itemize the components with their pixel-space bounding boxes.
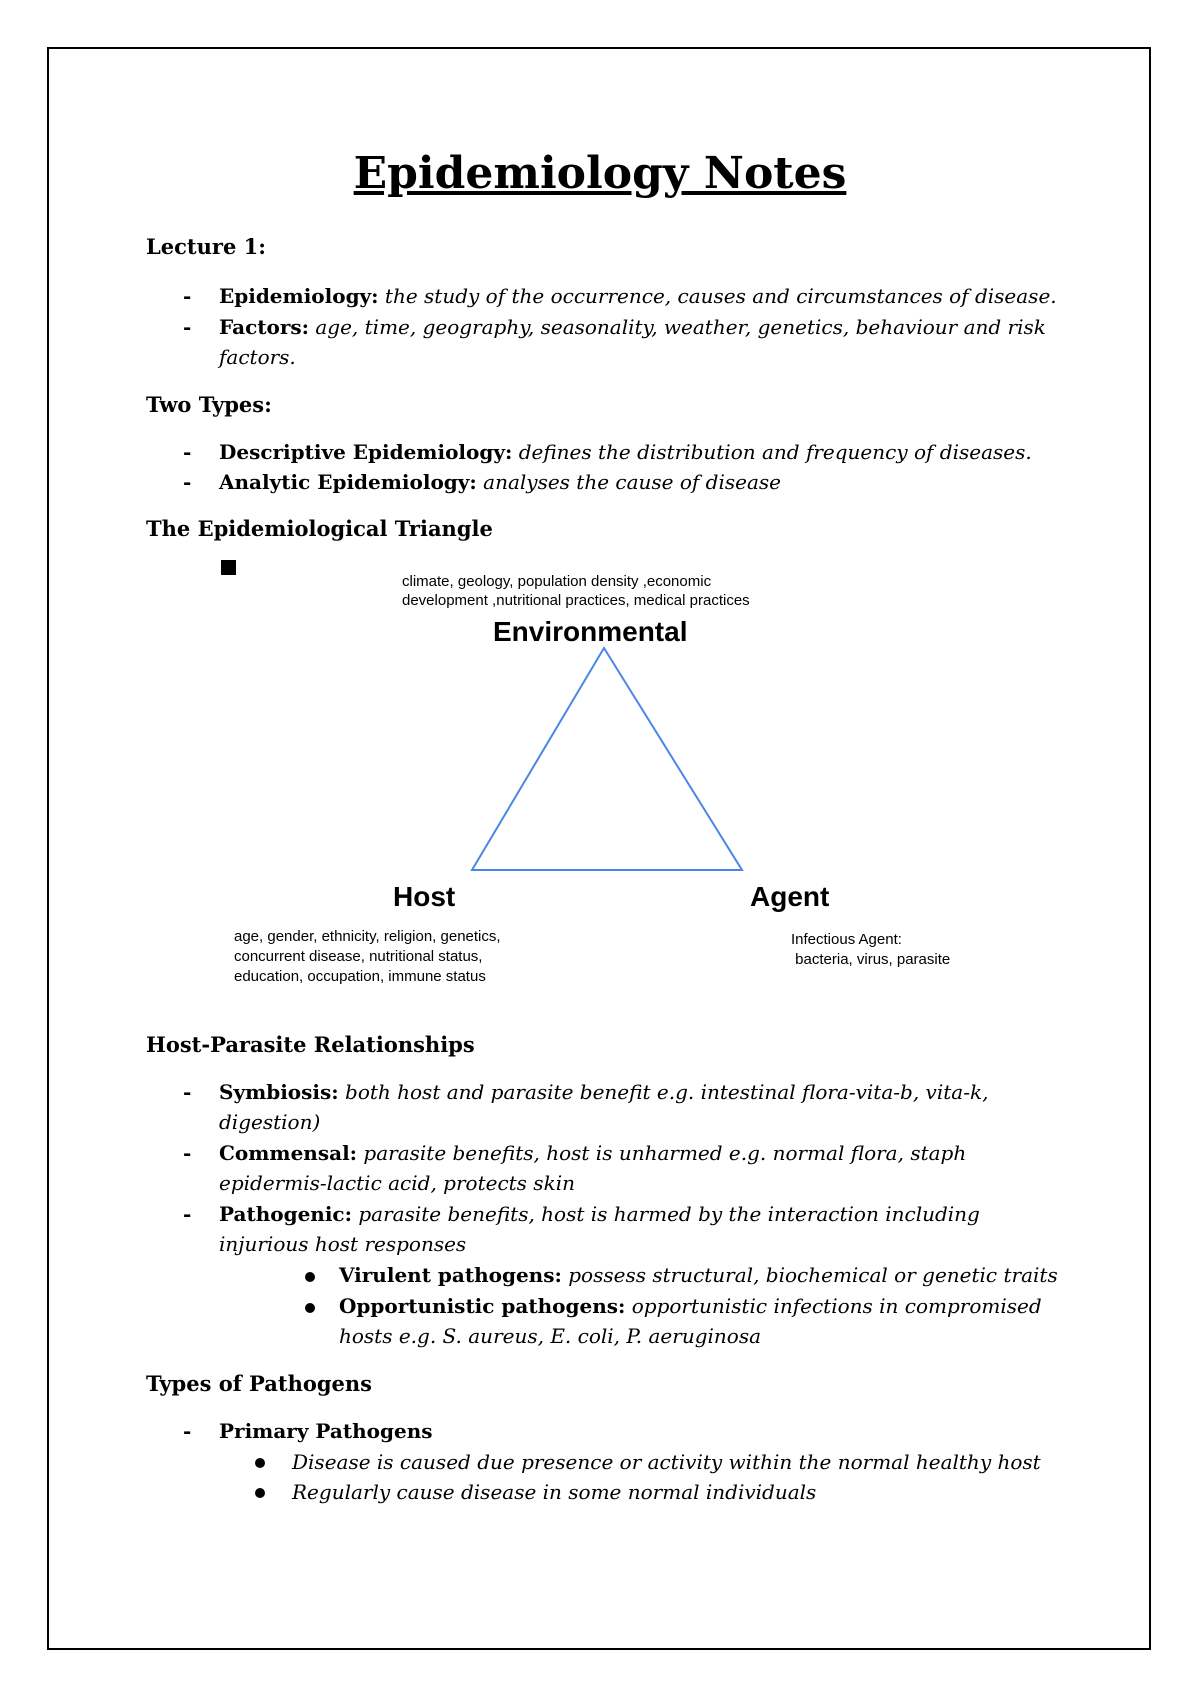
sub-list-item: Regularly cause disease in some normal individuals <box>292 1480 817 1504</box>
bullet-dot-icon <box>305 1303 315 1313</box>
host-description: age, gender, ethnicity, religion, genetics, concurrent disease, nutritional status, education, occupation, immune status <box>234 928 501 985</box>
environmental-description: climate, geology, population density ,economic development ,nutritional practices, medical practices <box>402 573 750 609</box>
term: Pathogenic: <box>219 1202 352 1226</box>
dash-bullet: - <box>183 1141 192 1165</box>
dash-bullet: - <box>183 470 192 494</box>
definition: opportunistic infections in compromised hosts e.g. S. aureus, E. coli, P. aeruginosa <box>339 1294 1042 1348</box>
sub-list-item <box>339 1260 1069 1290</box>
dash-bullet: - <box>183 284 192 308</box>
definition: age, time, geography, seasonality, weather, genetics, behaviour and risk factors. <box>219 315 1046 369</box>
definition: the study of the occurrence, causes and circumstances of disease. <box>378 284 1057 308</box>
host-label: Host <box>393 881 456 912</box>
bullet-dot-icon <box>255 1458 265 1468</box>
bullet-dot-icon <box>255 1488 265 1498</box>
list-item <box>219 1077 1019 1137</box>
types-pathogens-heading: Types of Pathogens <box>146 1371 372 1396</box>
two-types-heading: Two Types: <box>146 392 272 417</box>
term: Analytic Epidemiology: <box>219 470 477 494</box>
term: Opportunistic pathogens: <box>339 1294 626 1318</box>
triangle-shape <box>472 648 742 870</box>
definition: both host and parasite benefit e.g. intestinal flora-vita-b, vita-k, digestion) <box>219 1080 989 1134</box>
primary-pathogens-label: Primary Pathogens <box>219 1419 433 1443</box>
definition: analyses the cause of disease <box>476 470 781 494</box>
dash-bullet: - <box>183 315 192 339</box>
triangle-heading: The Epidemiological Triangle <box>146 516 493 541</box>
term: Virulent pathogens: <box>339 1263 562 1287</box>
host-parasite-heading: Host-Parasite Relationships <box>146 1032 475 1057</box>
page-title: Epidemiology Notes <box>353 148 847 199</box>
term: Symbiosis: <box>219 1080 339 1104</box>
bullet-dot-icon <box>305 1272 315 1282</box>
dash-bullet: - <box>183 1419 192 1443</box>
sub-list-item <box>339 1291 1054 1351</box>
definition: parasite benefits, host is unharmed e.g. normal flora, staph epidermis-lactic acid, protects skin <box>219 1141 967 1195</box>
term: Commensal: <box>219 1141 358 1165</box>
dash-bullet: - <box>183 1202 192 1226</box>
sub-list-item: Disease is caused due presence or activity within the normal healthy host <box>292 1450 1041 1474</box>
term: Epidemiology: <box>219 284 379 308</box>
definition: parasite benefits, host is harmed by the interaction including injurious host responses <box>219 1202 980 1256</box>
list-item <box>219 1138 979 1198</box>
lecture-1-heading: Lecture 1: <box>146 234 266 259</box>
term: Descriptive Epidemiology: <box>219 440 513 464</box>
environmental-label: Environmental <box>493 616 688 647</box>
dash-bullet: - <box>183 1080 192 1104</box>
agent-label: Agent <box>750 881 830 912</box>
term: Factors: <box>219 315 309 339</box>
list-item <box>219 1199 999 1259</box>
definition: possess structural, biochemical or genetic traits <box>561 1263 1058 1287</box>
agent-description: Infectious Agent: bacteria, virus, parasite <box>791 931 951 968</box>
dash-bullet: - <box>183 440 192 464</box>
definition: defines the distribution and frequency of diseases. <box>512 440 1032 464</box>
